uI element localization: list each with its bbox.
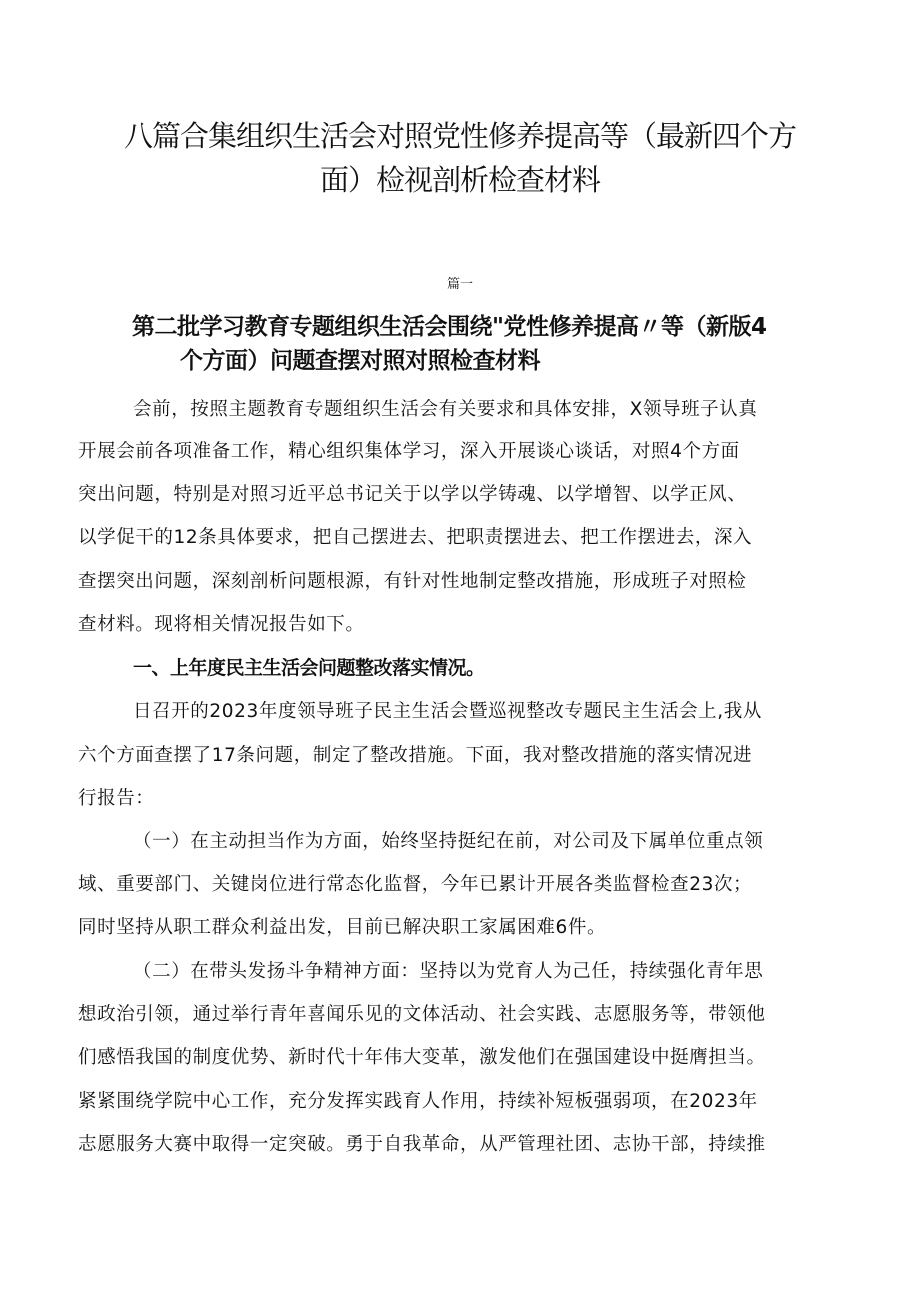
paragraph-line: 查摆突出问题，深刻剖析问题根源，有针对性地制定整改措施，形成班子对照检 [78,571,747,592]
paragraph-line: 们感悟我国的制度优势、新时代十年伟大变革，激发他们在强国建设中挺膺担当。 [78,1047,766,1068]
paragraph-line: 开展会前各项准备工作，精心组织集体学习，深入开展谈心谈话，对照4个方面 [78,441,740,462]
paragraph-line: 查材料。现将相关情况报告如下。 [78,614,365,635]
section-subtitle [110,310,850,378]
paragraph-line: （一）在主动担当作为方面，始终坚持挺纪在前，对公司及下属单位重点领 [133,831,764,852]
paragraph-line: 同时坚持从职工群众利益出发，目前已解决职工家属困难6件。 [78,917,607,938]
section-subtitle-line: 第二批学习教育专题组织生活会围绕"党性修养提高〃等（新版4 [132,314,767,340]
document-title-line: 八篇合集组织生活会对照党性修养提高等（最新四个方 [123,119,796,153]
paragraph-line: （二）在带头发扬斗争精神方面：坚持以为党育人为己任，持续强化青年思 [133,961,764,982]
section-label: 篇一 [446,277,473,292]
section-subtitle-line: 个方面）问题查摆对照对照检查材料 [180,348,540,374]
paragraph-line: 六个方面查摆了17条问题，制定了整改措施。下面，我对整改措施的落实情况进 [78,745,753,766]
paragraph-line: 志愿服务大赛中取得一定突破。勇于自我革命，从严管理社团、志协干部，持续推 [78,1134,766,1155]
paragraph-line: 日召开的2023年度领导班子民主生活会暨巡视整改专题民主生活会上,我从 [133,701,762,722]
paragraph-line: 会前，按照主题教育专题组织生活会有关要求和具体安排，X领导班子认真 [133,399,758,420]
paragraph-line: 行报告： [78,788,155,809]
paragraph-line: 紧紧围绕学院中心工作，充分发挥实践育人作用，持续补短板强弱项，在2023年 [78,1091,758,1112]
paragraph-line: 以学促干的12条具体要求，把自己摆进去、把职责摆进去、把工作摆进去，深入 [78,527,753,548]
paragraph-line: 突出问题，特别是对照习近平总书记关于以学以学铸魂、以学增智、以学正风、 [78,484,747,505]
paragraph-line: 想政治引领，通过举行青年喜闻乐见的文体活动、社会实践、志愿服务等，带领他 [78,1004,766,1025]
paragraph-line: 域、重要部门、关键岗位进行常态化监督，今年已累计开展各类监督检查23次； [78,874,753,895]
document-title-line: 面）检视剖析检查材料 [319,163,600,197]
document-title [90,114,830,202]
section-heading: 一、上年度民主生活会问题整改落实情况。 [133,657,485,679]
